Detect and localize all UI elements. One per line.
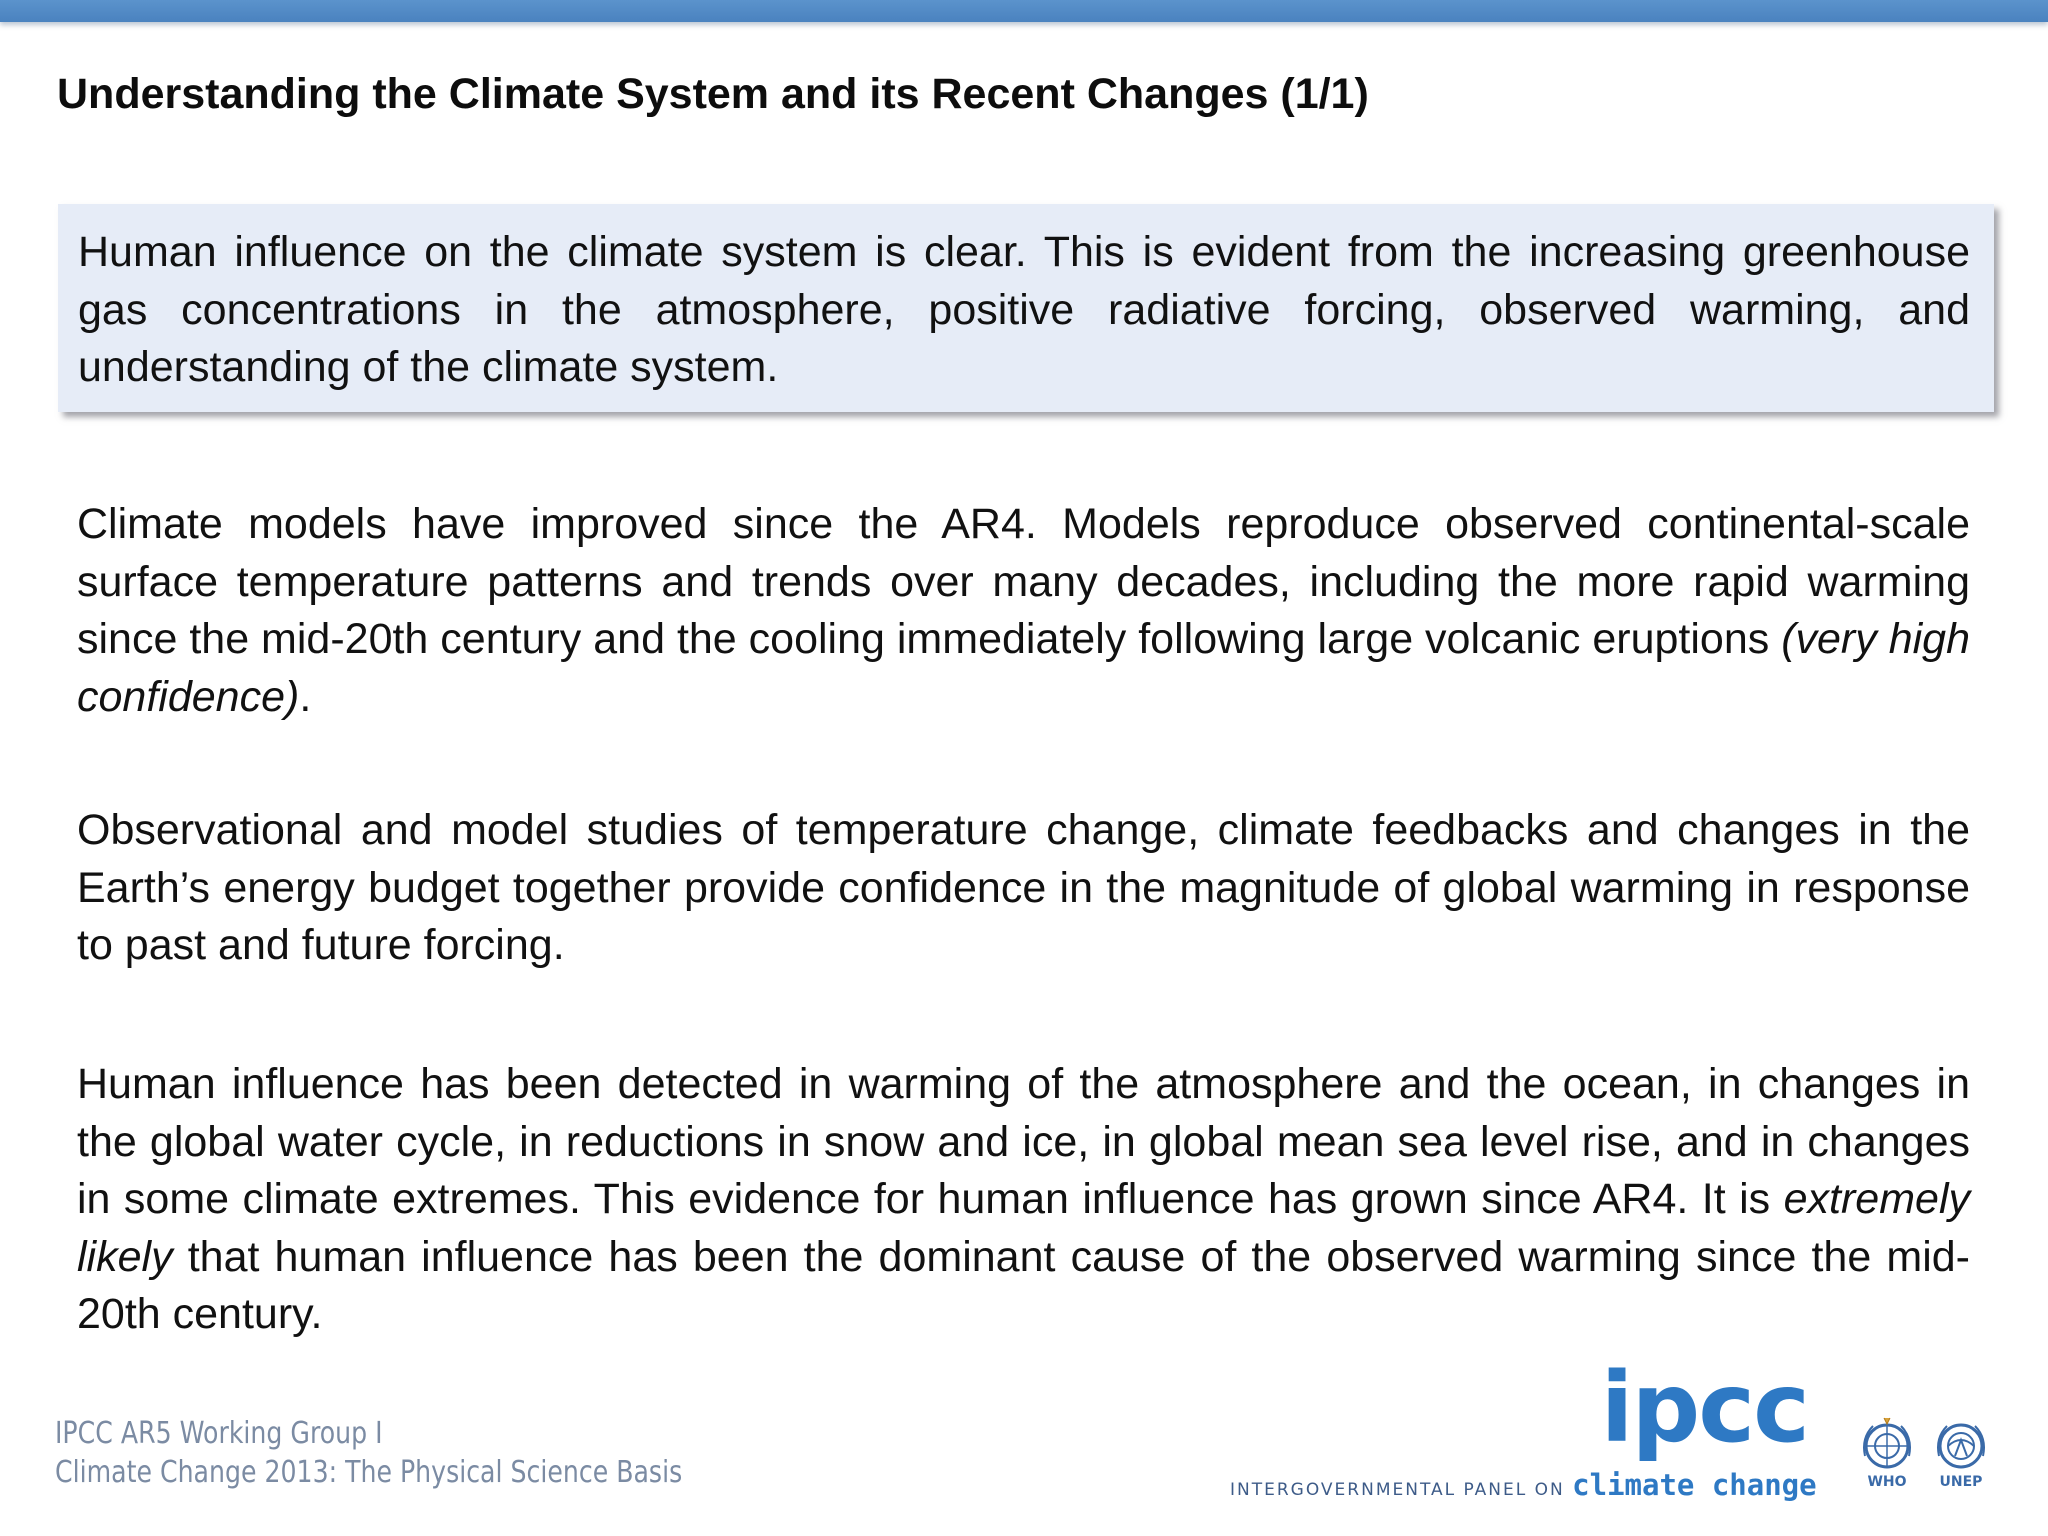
unep-label: UNEP — [1939, 1474, 1983, 1490]
ipcc-wordmark: ipcc — [1600, 1352, 1808, 1464]
confidence-qualifier: (very high confidence) — [77, 615, 1970, 721]
ipcc-tagline — [1230, 1468, 1817, 1502]
paragraph-human-influence — [77, 1056, 1970, 1344]
footer-source — [55, 1414, 682, 1492]
key-finding-text: Human influence on the climate system is clear. This is evident from the increasing greenhouse gas concentrations in the atmosphere, positive radiative forcing, observed warming, and understanding of the climate system. — [78, 228, 1970, 391]
key-finding-box — [58, 204, 1994, 412]
who-emblem-icon — [1857, 1416, 1917, 1472]
paragraph-text-after: that human influence has been the dominant cause of the observed warming since the mid-20th century. — [77, 1232, 1970, 1338]
paragraph-observational-studies: Observational and model studies of temperature change, climate feedbacks and changes in the Earth’s energy budget together provide confidence in the magnitude of global warming in response to past and future forcing. — [77, 806, 1970, 969]
paragraph-text-before: Human influence has been detected in warming of the atmosphere and the ocean, in changes in the global water cycle, in reductions in snow and ice, in global mean sea level rise, and in changes in some climate extremes. This evidence for human influence has grown since AR4. It is — [77, 1060, 1970, 1223]
slide-title: Understanding the Climate System and its Recent Changes (1/1) — [57, 70, 1369, 118]
ipcc-logo — [1230, 1352, 1817, 1502]
ipcc-tagline-small: INTERGOVERNMENTAL PANEL ON — [1230, 1480, 1573, 1500]
paragraph-end: . — [299, 672, 312, 721]
likelihood-qualifier: extremely likely — [77, 1175, 1970, 1281]
unep-logo — [1929, 1416, 1993, 1490]
partner-logos — [1855, 1416, 1995, 1496]
unep-emblem-icon — [1931, 1416, 1991, 1472]
ipcc-tagline-big: climate change — [1572, 1468, 1817, 1502]
paragraph-climate-models — [77, 496, 1970, 726]
footer-source-line-1: IPCC AR5 Working Group I — [55, 1416, 383, 1451]
who-logo — [1855, 1416, 1919, 1490]
who-label: WHO — [1867, 1474, 1907, 1490]
top-accent-bar — [0, 0, 2048, 22]
footer-source-line-2: Climate Change 2013: The Physical Science Basis — [55, 1455, 683, 1490]
paragraph-text: Climate models have improved since the AR4. Models reproduce observed continental-scale surface temperature patterns and trends over many decades, including the more rapid warming since the mid-20th century and the cooling immediately following large volcanic eruptions — [77, 500, 1970, 663]
